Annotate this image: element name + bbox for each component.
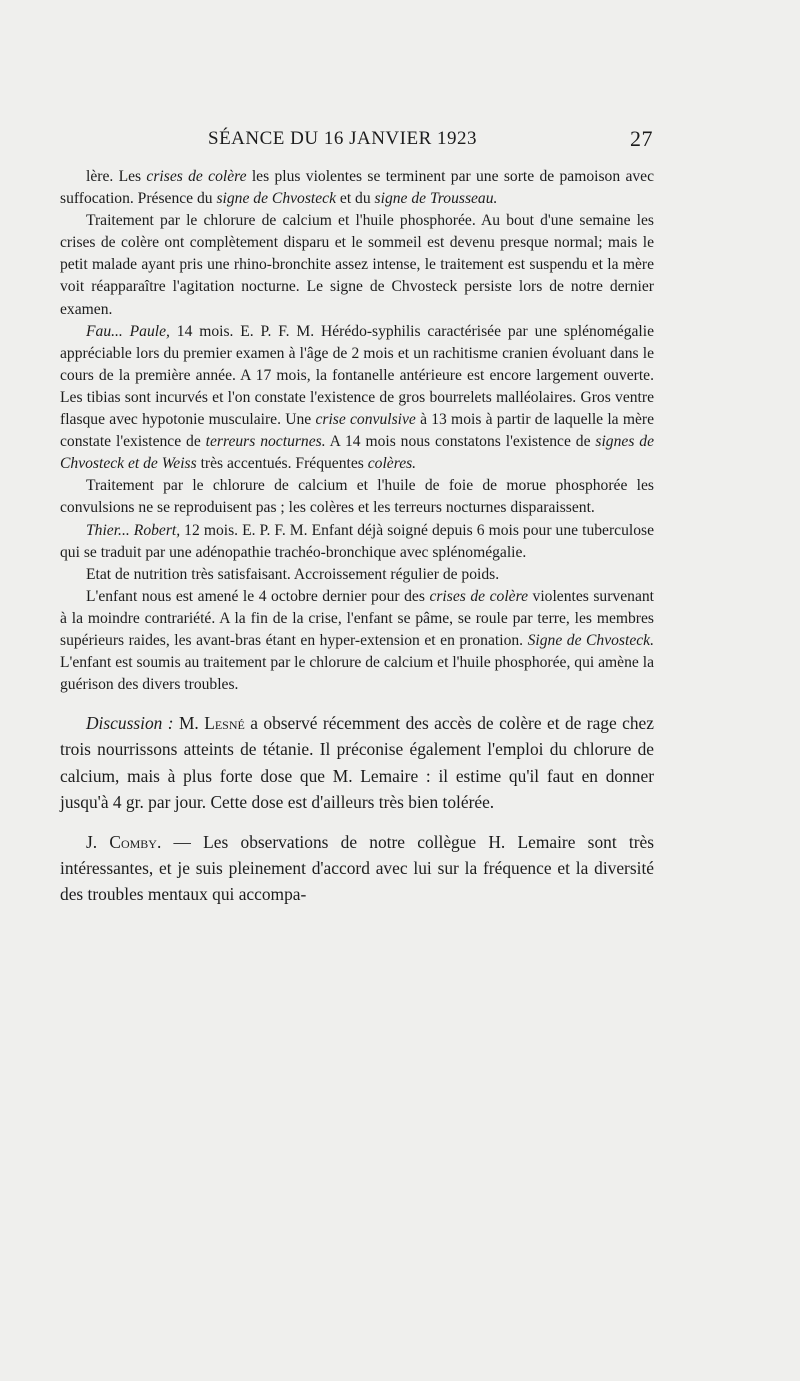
text-run: Traitement par le chlorure de calcium et l'huile phosphorée. Au bout d'une semaine les crises de colère ont complètement disparu et le sommeil est devenu presque normal; mais le petit malade ayant pris une rhino-bronchite assez intense, le traitement est suspendu et la mère voit réapparaître l'agitation nocturne. Le signe de Chvosteck persiste lors de notre dernier examen. bbox=[60, 212, 654, 318]
italic-text: signes de Chvosteck et de Weiss bbox=[60, 433, 655, 473]
italic-text: crises de colère bbox=[146, 168, 247, 185]
italic-text: signe de Trousseau. bbox=[374, 190, 498, 208]
text-run: à 13 mois à partir de laquelle la mère constate l'existence de bbox=[60, 411, 655, 451]
page-number: 27 bbox=[630, 126, 653, 151]
paragraphs-paragraph bbox=[60, 475, 654, 519]
italic-text: Discussion : bbox=[86, 713, 174, 734]
italic-text: crises de colère bbox=[429, 587, 528, 605]
text-run: très accentués. Fréquentes bbox=[196, 455, 368, 473]
header-title: SÉANCE DU 16 JANVIER 1923 bbox=[208, 128, 477, 149]
text-run: Etat de nutrition très satisfaisant. Accroissement régulier de poids. bbox=[86, 565, 500, 583]
text-run: a observé récemment des accès de colère et de rage chez trois nourrissons atteints de tétanie. Il préconise également l'emploi du chlorure de calcium, mais à plus forte dose que M. Lemaire : il estime qu'il faut en donner jusqu'à 4 gr. par jour. Cette dose est d'ailleurs très bien tolérée. bbox=[60, 713, 654, 812]
body-text bbox=[60, 166, 654, 908]
discussion-paragraph bbox=[60, 829, 654, 908]
text-run: 12 mois. E. P. F. M. Enfant déjà soigné depuis 6 mois pour une tuberculose qui se traduit par une adénopathie trachéo-bronchique avec splénomégalie. bbox=[60, 521, 654, 561]
paragraphs-paragraph bbox=[60, 321, 654, 476]
paragraphs-paragraph bbox=[60, 520, 654, 564]
text-run: — Les observations de notre collègue H. Lemaire sont très intéressantes, et je suis pleinement d'accord avec lui sur la fréquence et la diversité des troubles mentaux qui accompa- bbox=[60, 832, 655, 905]
case-reports bbox=[60, 166, 654, 696]
text-run: et du bbox=[336, 190, 375, 208]
small-caps-name: Lesné bbox=[204, 713, 245, 734]
italic-text: Signe de Chvosteck. bbox=[527, 631, 654, 649]
text-run: Traitement par le chlorure de calcium et l'huile de foie de morue phosphorée les convulsions ne se reproduisent pas ; les colères et les terreurs nocturnes disparaissent. bbox=[60, 477, 654, 517]
small-caps-name: Comby. bbox=[109, 832, 162, 853]
paragraphs-paragraph bbox=[60, 586, 654, 696]
discussion-section bbox=[60, 710, 654, 907]
paragraphs-paragraph bbox=[60, 564, 654, 586]
italic-text: terreurs nocturnes. bbox=[205, 433, 326, 451]
discussion-paragraph bbox=[60, 710, 654, 815]
italic-text: signe de Chvosteck bbox=[216, 190, 336, 208]
italic-text: colères. bbox=[367, 455, 417, 473]
paragraphs-paragraph bbox=[60, 166, 654, 210]
text-run: M. bbox=[173, 713, 205, 734]
paragraphs-paragraph bbox=[60, 210, 654, 320]
text-run: L'enfant est soumis au traitement par le chlorure de calcium et l'huile phosphorée, qui amène la guérison des divers troubles. bbox=[60, 654, 654, 694]
text-run: A 14 mois nous constatons l'existence de bbox=[325, 433, 596, 451]
text-run: L'enfant nous est amené le 4 octobre dernier pour des bbox=[86, 587, 430, 605]
text-run: violentes survenant à la moindre contrariété. A la fin de la crise, l'enfant se pâme, se roule par terre, les membres supérieurs raides, les avant-bras étant en hyper-extension et en pronation. bbox=[60, 587, 654, 649]
running-header bbox=[208, 128, 653, 156]
italic-text: Thier... Robert, bbox=[86, 521, 181, 539]
text-run: les plus violentes se terminent par une sorte de pamoison avec suffocation. Présence du bbox=[60, 168, 655, 208]
text-run: J. bbox=[86, 832, 110, 853]
text-run: lère. Les bbox=[86, 168, 147, 185]
text-run: 14 mois. E. P. F. M. Hérédo-syphilis caractérisée par une splénomégalie appréciable lors du premier examen à l'âge de 2 mois et un rachitisme cranien évoluant dans le cours de la première année. A 17 mois, la fontanelle antérieure est encore largement ouverte. Les tibias sont incurvés et l'on constate l'existence de gros bourrelets malléolaires. Gros ventre flasque avec hypotonie musculaire. Une bbox=[60, 322, 655, 429]
italic-text: crise convulsive bbox=[315, 411, 416, 429]
italic-text: Fau... Paule, bbox=[86, 322, 170, 340]
